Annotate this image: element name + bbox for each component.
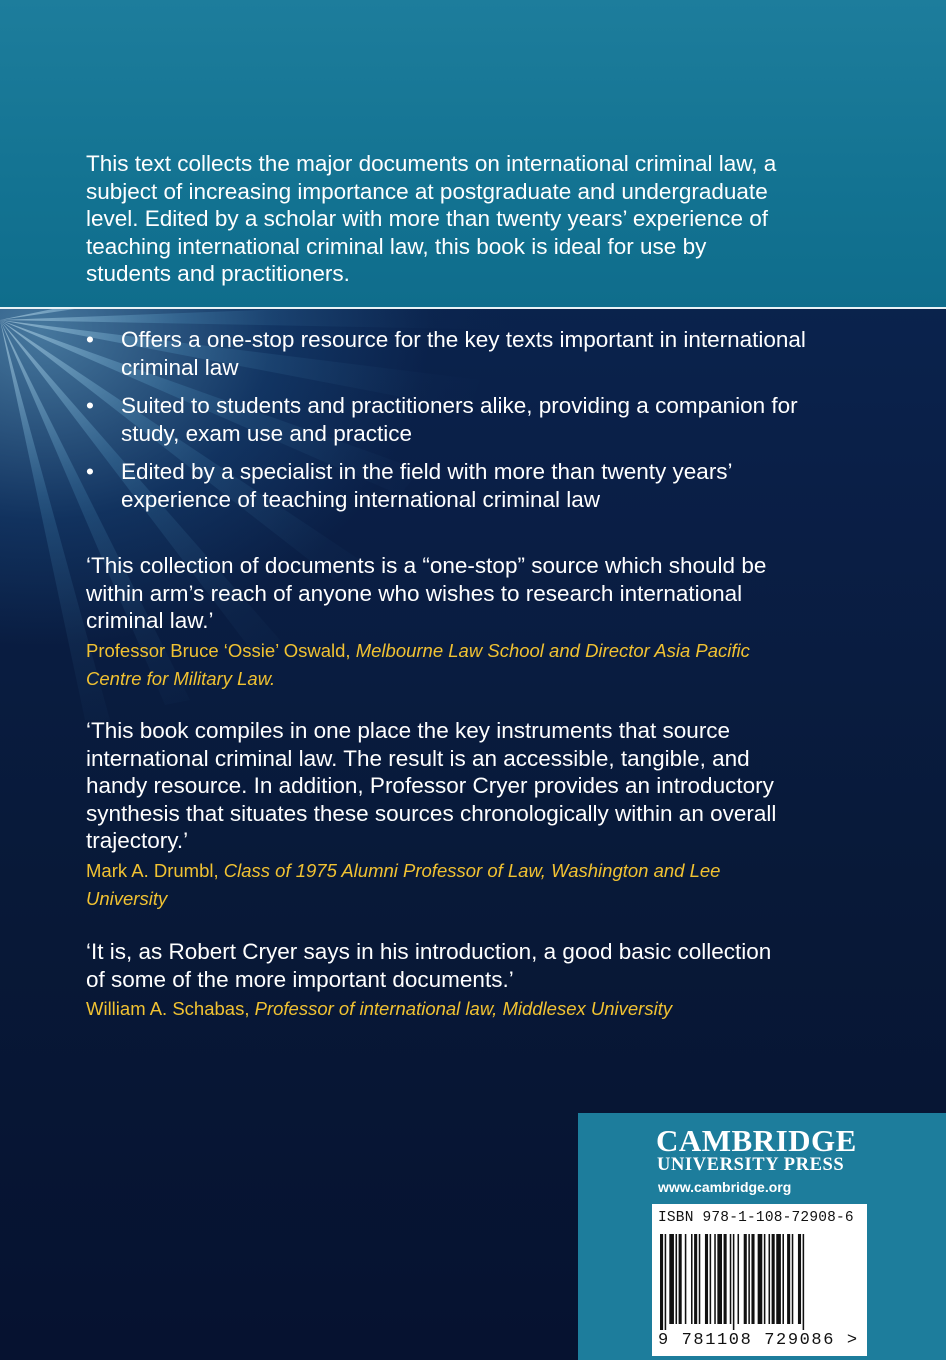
barcode-bar [691, 1234, 693, 1324]
quote-attribution [86, 637, 786, 693]
barcode-bar [769, 1234, 771, 1324]
barcode-panel [652, 1204, 867, 1356]
barcode-bar [730, 1234, 732, 1324]
isbn-label: ISBN 978-1-108-72908-6 [658, 1210, 854, 1226]
barcode-bar [782, 1234, 784, 1324]
barcode-bar [705, 1234, 708, 1324]
quote-text: ‘It is, as Robert Cryer says in his introduction, a good basic collection of some of the more important documents.’ [86, 939, 772, 992]
quote-author: William A. Schabas, [86, 998, 250, 1020]
barcode-icon [660, 1234, 860, 1330]
barcode-bar [717, 1234, 722, 1324]
barcode-bar [744, 1234, 747, 1324]
isbn-digits: 9 781108 729086 > [658, 1331, 859, 1350]
barcode-bar [679, 1234, 682, 1324]
barcode-bar [803, 1234, 805, 1330]
barcode-bar [787, 1234, 790, 1324]
bullet-icon: • [86, 459, 94, 485]
barcode-bar [748, 1234, 750, 1324]
quote-text: ‘This book compiles in one place the key instruments that source international criminal law. The result is an accessible, tangible, and handy resource. In addition, Professor Cryer provides an introductory synthesis that situates these sources chronologically within an overall trajectory.’ [86, 718, 777, 854]
bullet-icon: • [86, 327, 94, 352]
quote-attribution [86, 857, 786, 913]
barcode-bar [660, 1234, 663, 1330]
barcode-bar [738, 1234, 740, 1324]
barcode-bar [714, 1234, 716, 1324]
feature-text: Offers a one-stop resource for the key texts important in international criminal law [121, 327, 806, 380]
quote-affiliation: Melbourne Law School and Director Asia Pacific Centre for Military Law. [86, 639, 750, 689]
band-divider [0, 307, 946, 309]
barcode-bar [792, 1234, 794, 1324]
barcode-bar [665, 1234, 667, 1330]
quote-affiliation: Class of 1975 Alumni Professor of Law, Washington and Lee University [86, 859, 721, 909]
endorsement-quote [86, 938, 786, 1023]
feature-item [86, 326, 806, 381]
publisher-name: CAMBRIDGE [656, 1123, 857, 1158]
endorsement-quote [86, 717, 786, 913]
barcode-bar [669, 1234, 674, 1324]
barcode-bar [699, 1234, 701, 1324]
barcode-bar [764, 1234, 766, 1324]
quote-text: ‘This collection of documents is a “one-stop” source which should be within arm’s reach of anyone who wishes to research international criminal law.’ [86, 553, 767, 634]
quote-author: Professor Bruce ‘Ossie’ Oswald, [86, 639, 351, 661]
barcode-bar [798, 1234, 801, 1324]
quote-author: Mark A. Drumbl, [86, 859, 219, 881]
barcode-bar [685, 1234, 687, 1324]
barcode-bar [776, 1234, 781, 1324]
feature-item [86, 458, 806, 513]
barcode-bar [676, 1234, 678, 1324]
barcode-bar [694, 1234, 697, 1324]
barcode-bar [724, 1234, 727, 1324]
quote-affiliation: Professor of international law, Middlesex University [254, 998, 673, 1020]
feature-item [86, 392, 806, 447]
barcode-bar [772, 1234, 775, 1324]
feature-text: Edited by a specialist in the field with more than twenty years’ experience of teaching international criminal law [121, 459, 732, 512]
endorsement-quote [86, 552, 786, 693]
quote-attribution [86, 995, 786, 1023]
feature-list [86, 326, 806, 525]
publisher-press: UNIVERSITY PRESS [657, 1155, 845, 1175]
barcode-bar [751, 1234, 754, 1324]
barcode-bar [758, 1234, 763, 1324]
publisher-website: www.cambridge.org [658, 1179, 792, 1195]
feature-text: Suited to students and practitioners alike, providing a companion for study, exam use and practice [121, 393, 798, 446]
bullet-icon: • [86, 393, 94, 419]
barcode-bar [710, 1234, 712, 1324]
intro-paragraph: This text collects the major documents on international criminal law, a subject of increasing importance at postgraduate and undergraduate level. Edited by a scholar with more than twenty years’ experience of teaching international criminal law, this book is ideal for use by students and practitioners. [86, 151, 777, 287]
barcode-bar [733, 1234, 735, 1330]
publisher-box [578, 1113, 946, 1360]
